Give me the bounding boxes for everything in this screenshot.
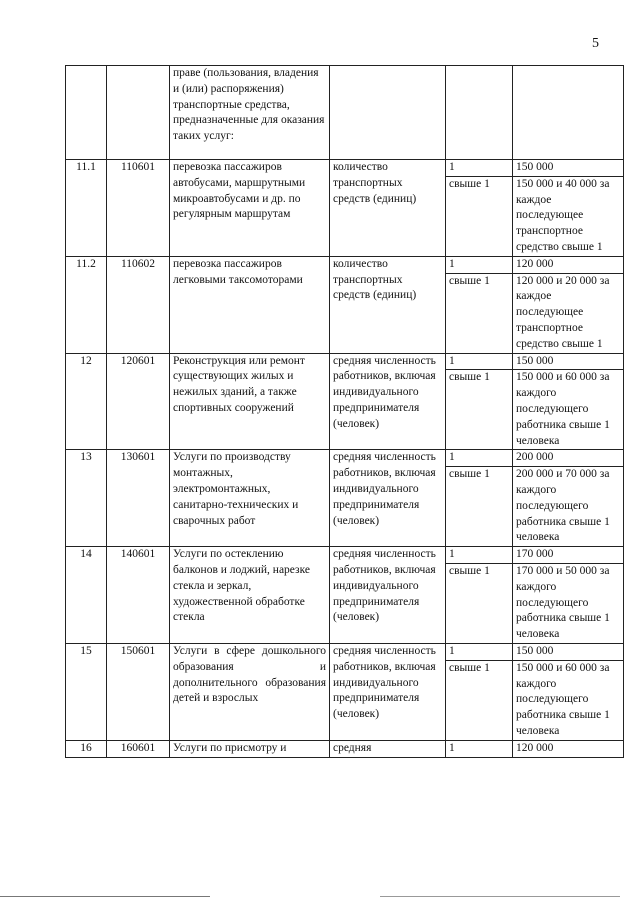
cell-code: 120601 — [107, 353, 170, 450]
cell-code — [107, 66, 170, 160]
cell-value: 200 000 — [513, 450, 624, 467]
cell-service: Услуги по производству монтажных, электромонтажных, санитарно-технических и сварочных работ — [170, 450, 330, 547]
table-row — [66, 353, 624, 370]
cell-value — [513, 66, 624, 160]
cell-num: 11.1 — [66, 160, 107, 257]
cell-service: Реконструкция или ремонт существующих жилых и нежилых зданий, а также спортивных сооружений — [170, 353, 330, 450]
cell-num — [66, 66, 107, 160]
scan-artifact-line — [0, 896, 210, 897]
cell-code: 110602 — [107, 256, 170, 353]
cell-unit: средняя — [330, 740, 446, 757]
page-number: 5 — [592, 36, 599, 51]
cell-value: 150 000 — [513, 353, 624, 370]
table-row — [66, 256, 624, 273]
cell-unit: средняя численность работников, включая индивидуального предпринимателя (человек) — [330, 643, 446, 740]
cell-condition: свыше 1 — [446, 176, 513, 256]
cell-unit: средняя численность работников, включая индивидуального предпринимателя (человек) — [330, 450, 446, 547]
cell-condition: 1 — [446, 740, 513, 757]
cell-condition: 1 — [446, 643, 513, 660]
cell-num: 16 — [66, 740, 107, 757]
cell-value: 150 000 — [513, 643, 624, 660]
cell-condition: свыше 1 — [446, 273, 513, 353]
table-row — [66, 450, 624, 467]
table-row — [66, 643, 624, 660]
cell-num: 11.2 — [66, 256, 107, 353]
scan-artifact-line — [380, 896, 620, 897]
cell-condition: свыше 1 — [446, 563, 513, 643]
cell-code: 110601 — [107, 160, 170, 257]
cell-value: 150 000 и 60 000 за каждого последующего работника свыше 1 человека — [513, 660, 624, 740]
cell-value: 150 000 и 60 000 за каждого последующего работника свыше 1 человека — [513, 370, 624, 450]
cell-service: перевозка пассажиров легковыми таксомоторами — [170, 256, 330, 353]
cell-condition: 1 — [446, 547, 513, 564]
cell-value: 120 000 — [513, 256, 624, 273]
cell-value: 150 000 — [513, 160, 624, 177]
cell-unit — [330, 66, 446, 160]
cell-service: праве (пользования, владения и (или) распоряжения) транспортные средства, предназначенные для оказания таких услуг: — [170, 66, 330, 160]
cell-value: 200 000 и 70 000 за каждого последующего работника свыше 1 человека — [513, 467, 624, 547]
cell-condition: свыше 1 — [446, 660, 513, 740]
table-row — [66, 160, 624, 177]
cell-service: перевозка пассажиров автобусами, маршрутными микроавтобусами и др. по регулярным маршрутам — [170, 160, 330, 257]
cell-value: 120 000 — [513, 740, 624, 757]
table-row — [66, 547, 624, 564]
table-row — [66, 740, 624, 757]
cell-unit: средняя численность работников, включая индивидуального предпринимателя (человек) — [330, 547, 446, 644]
cell-num: 13 — [66, 450, 107, 547]
cell-unit: количество транспортных средств (единиц) — [330, 160, 446, 257]
cell-value: 170 000 — [513, 547, 624, 564]
cell-num: 15 — [66, 643, 107, 740]
cell-code: 160601 — [107, 740, 170, 757]
cell-service: Услуги по остеклению балконов и лоджий, нарезке стекла и зеркал, художественной обработке стекла — [170, 547, 330, 644]
table-row — [66, 66, 624, 160]
cell-code: 130601 — [107, 450, 170, 547]
cell-value: 170 000 и 50 000 за каждого последующего работника свыше 1 человека — [513, 563, 624, 643]
cell-code: 150601 — [107, 643, 170, 740]
cell-service: Услуги в сфере дошкольного образования и дополнительного образования детей и взрослых — [170, 643, 330, 740]
cell-condition: 1 — [446, 160, 513, 177]
cell-value: 120 000 и 20 000 за каждое последующее транспортное средство свыше 1 — [513, 273, 624, 353]
cell-num: 12 — [66, 353, 107, 450]
cell-condition — [446, 66, 513, 160]
cell-num: 14 — [66, 547, 107, 644]
cell-condition: свыше 1 — [446, 370, 513, 450]
cell-value: 150 000 и 40 000 за каждое последующее транспортное средство свыше 1 — [513, 176, 624, 256]
cell-condition: 1 — [446, 353, 513, 370]
cell-condition: 1 — [446, 256, 513, 273]
cell-condition: 1 — [446, 450, 513, 467]
cell-service: Услуги по присмотру и — [170, 740, 330, 757]
cell-unit: количество транспортных средств (единиц) — [330, 256, 446, 353]
tax-rates-table — [65, 65, 624, 758]
cell-code: 140601 — [107, 547, 170, 644]
cell-condition: свыше 1 — [446, 467, 513, 547]
cell-unit: средняя численность работников, включая индивидуального предпринимателя (человек) — [330, 353, 446, 450]
